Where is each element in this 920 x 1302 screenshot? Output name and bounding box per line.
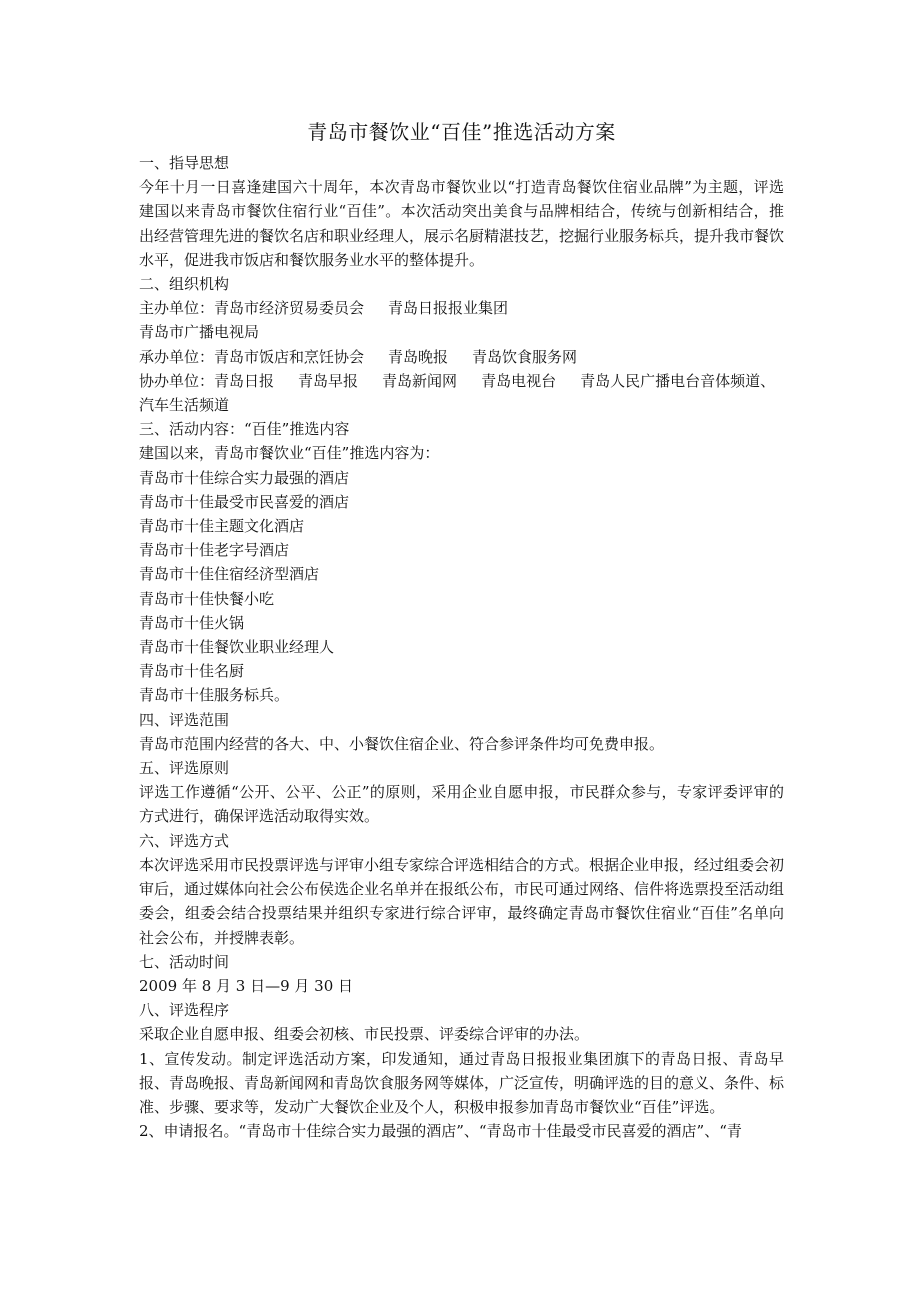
award-item: 青岛市十佳火锅 (139, 613, 245, 632)
assist-units-line (139, 369, 784, 393)
assist-label: 协办单位： (139, 371, 215, 390)
host-unit-3: 青岛市广播电视局 (139, 323, 260, 342)
section-1-heading: 一、指导思想 (139, 154, 230, 172)
award-item: 青岛市十佳老字号酒店 (139, 541, 290, 560)
undertake-unit-3: 青岛饮食服务网 (472, 347, 578, 366)
section-8-step-2: 2、申请报名。“青岛市十佳综合实力最强的酒店”、“青岛市十佳最受市民喜爱的酒店”、“青 (139, 1122, 742, 1141)
award-item: 青岛市十佳餐饮业职业经理人 (139, 638, 335, 657)
assist-unit-2: 青岛早报 (298, 371, 359, 390)
award-item: 青岛市十佳住宿经济型酒店 (139, 565, 320, 584)
assist-unit-3: 青岛新闻网 (382, 371, 458, 390)
undertake-units-line (139, 345, 784, 369)
section-7-heading: 七、活动时间 (139, 952, 230, 971)
section-1-body: 今年十月一日喜逢建国六十周年，本次青岛市餐饮业以“打造青岛餐饮住宿业品牌”为主题，评选建国以来青岛市餐饮住宿行业“百佳”。本次活动突出美食与品牌相结合，传统与创新相结合，推出经营管理先进的餐饮名店和职业经理人，展示名厨精湛技艺，挖掘行业服务标兵，提升我市餐饮水平，促进我市饭店和餐饮服务业水平的整体提升。 (139, 178, 785, 269)
assist-unit-1: 青岛日报 (214, 371, 275, 390)
section-5-heading: 五、评选原则 (139, 759, 230, 778)
assist-unit-5: 青岛人民广播电台音体频道、 (580, 371, 776, 390)
undertake-unit-1: 青岛市饭店和烹饪协会 (214, 347, 365, 366)
document-page (139, 118, 784, 1143)
assist-unit-4: 青岛电视台 (481, 371, 557, 390)
section-2-heading: 二、组织机构 (139, 275, 230, 294)
section-3-heading: 三、活动内容：“百佳”推选内容 (139, 420, 350, 439)
award-item: 青岛市十佳最受市民喜爱的酒店 (139, 492, 350, 511)
host-unit-2: 青岛日报报业集团 (388, 299, 509, 318)
section-6-body: 本次评选采用市民投票评选与评审小组专家综合评选相结合的方式。根据企业申报，经过组委会初审后，通过媒体向社会公布侯选企业名单并在报纸公布，市民可通过网络、信件将选票投至活动组委会，组委会结合投票结果并组织专家进行综合评审，最终确定青岛市餐饮住宿业“百佳”名单向社会公布，并授牌表彰。 (139, 855, 785, 947)
host-units-line (139, 296, 784, 320)
undertake-unit-2: 青岛晚报 (388, 347, 449, 366)
document-title: 青岛市餐饮业“百佳”推选活动方案 (307, 120, 616, 144)
section-6-heading: 六、评选方式 (139, 831, 230, 850)
section-8-heading: 八、评选程序 (139, 1001, 230, 1020)
host-unit-1: 青岛市经济贸易委员会 (214, 299, 365, 318)
section-3-intro: 建国以来，青岛市餐饮业“百佳”推选内容为： (139, 444, 440, 463)
undertake-label: 承办单位： (139, 347, 215, 366)
award-item: 青岛市十佳服务标兵。 (139, 686, 290, 705)
award-item: 青岛市十佳名厨 (139, 662, 245, 681)
section-7-body: 2009 年 8 月 3 日—9 月 30 日 (139, 976, 354, 995)
host-label: 主办单位： (139, 299, 215, 318)
section-5-body: 评选工作遵循“公开、公平、公正”的原则，采用企业自愿申报，市民群众参与，专家评委评审的方式进行，确保评选活动取得实效。 (139, 783, 784, 826)
section-8-step-1: 1、宣传发动。制定评选活动方案，印发通知，通过青岛日报报业集团旗下的青岛日报、青岛早报、青岛晚报、青岛新闻网和青岛饮食服务网等媒体，广泛宣传，明确评选的目的意义、条件、标准、步骤、要求等，发动广大餐饮企业及个人，积极申报参加青岛市餐饮业“百佳”评选。 (139, 1049, 785, 1116)
award-item: 青岛市十佳综合实力最强的酒店 (139, 468, 350, 487)
section-4-heading: 四、评选范围 (139, 710, 230, 729)
assist-unit-6: 汽车生活频道 (139, 396, 230, 415)
section-8-intro: 采取企业自愿申报、组委会初核、市民投票、评委综合评审的办法。 (139, 1025, 590, 1044)
section-4-body: 青岛市范围内经营的各大、中、小餐饮住宿企业、符合参评条件均可免费申报。 (139, 734, 665, 753)
award-item: 青岛市十佳主题文化酒店 (139, 517, 305, 536)
award-item: 青岛市十佳快餐小吃 (139, 589, 275, 608)
